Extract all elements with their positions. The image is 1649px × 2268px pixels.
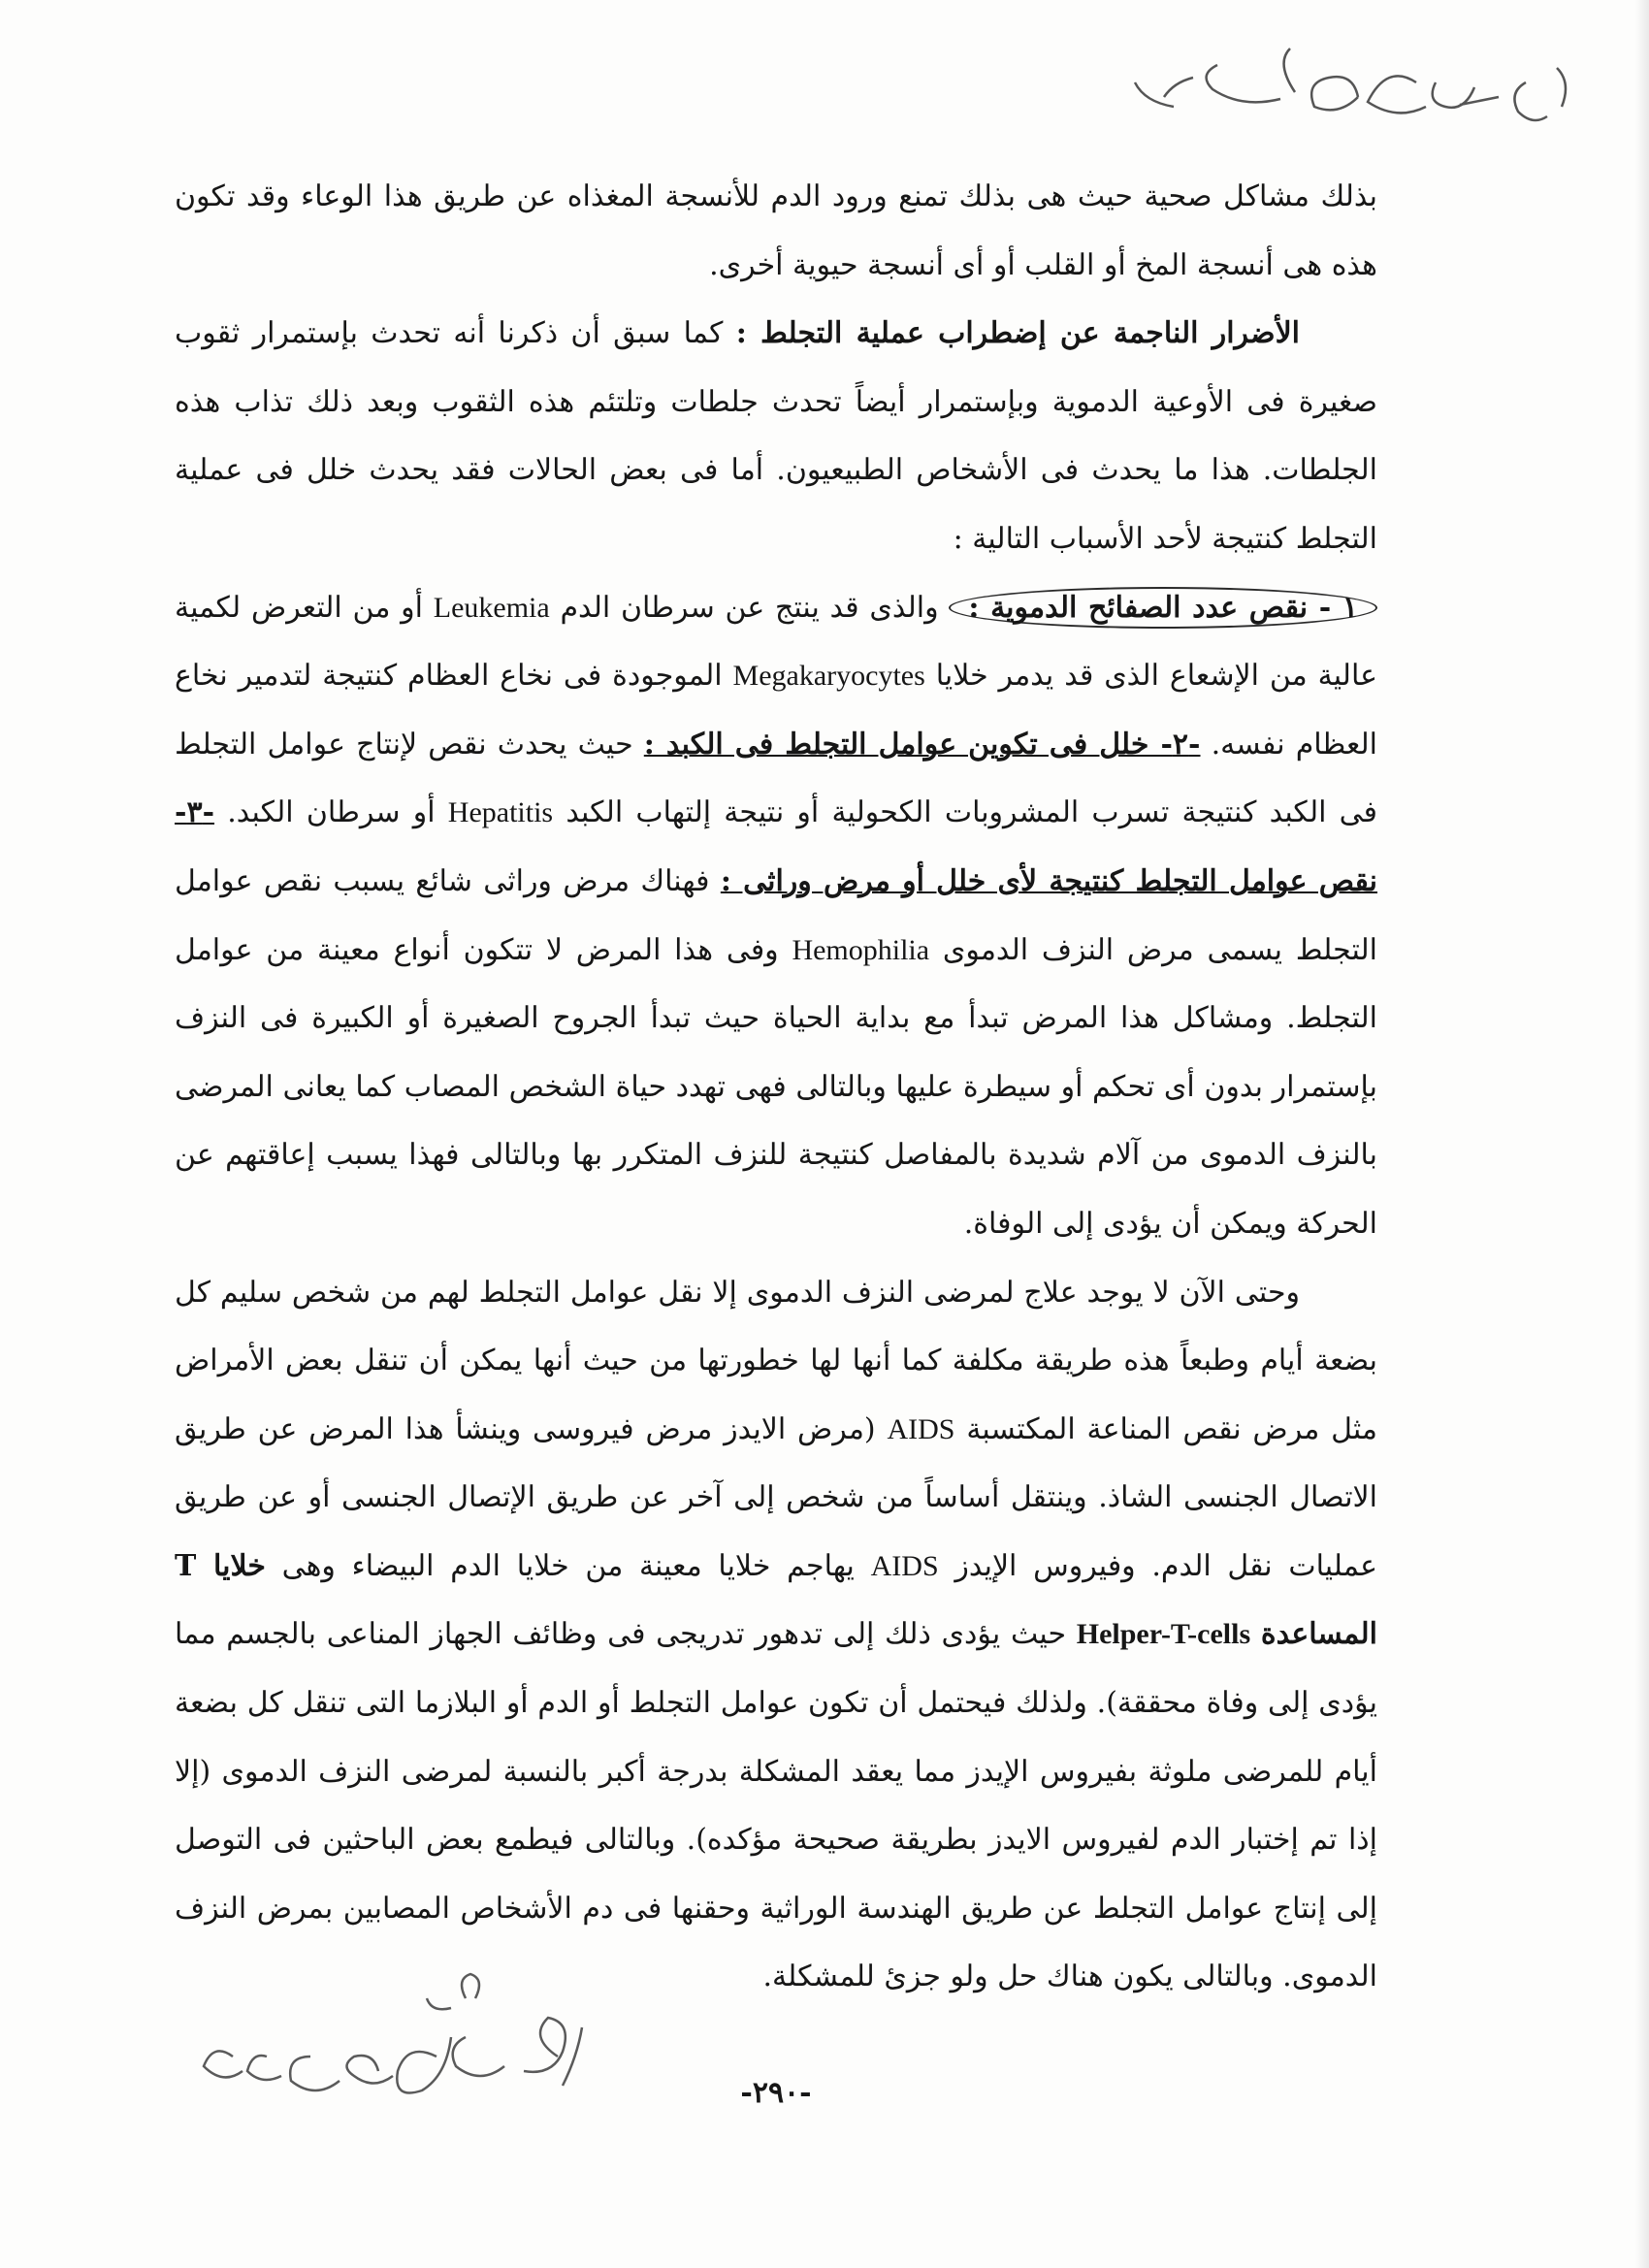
- term-hemophilia: Hemophilia: [792, 933, 930, 966]
- handwritten-note-bottom: [175, 1969, 640, 2124]
- paragraph-1: [175, 163, 1377, 300]
- cause-3-label: -٣- نقص عوامل التجلط كنتيجة لأى خلل أو مرض وراثى :: [175, 795, 1378, 898]
- handwritten-note-top: [1057, 39, 1600, 155]
- term-megakaryocytes: Megakaryocytes: [732, 660, 925, 693]
- term-hepatitis: Hepatitis: [447, 796, 554, 829]
- page-number: -٢٩٠-: [740, 2076, 812, 2110]
- paragraph-3-text-d: حيث يؤدى ذلك إلى تدهور تدريجى فى وظائف الجهاز المناعى بالجسم مما يؤدى إلى وفاة محققة). ولذلك فيحتمل أن تكون عوامل التجلط أو الدم أو البلازما التى تنقل كل بضعة أيام للمرضى ملوثة بفيروس الإيدز مما يعقد المشكلة بدرجة أكبر بالنسبة لمرضى النزف الدموى (إلا إذا تم إختبار الدم لفيروس الايدز بطريقة صحيحة مؤكده). وبالتالى فيطمع بعض الباحثين فى التوصل إلى إنتاج عوامل التجلط عن طريق الهندسة الوراثية وحقنها فى دم الأشخاص المصابين بمرض النزف الدموى. وبالتالى يكون هناك حل ولو جزئ للمشكلة.: [175, 1617, 1377, 1994]
- cause-1-text-b: أو من التعرض لكمية عالية من الإشعاع الذى قد يدمر خلايا: [175, 590, 1377, 694]
- main-text: [175, 163, 1377, 2012]
- cause-2-text-b: أو سرطان الكبد.: [214, 795, 448, 830]
- term-helper-ar: خلايا T المساعدة: [175, 1548, 1377, 1652]
- paragraph-2-text: كما سبق أن ذكرنا أنه تحدث بإستمرار ثقوب صغيرة فى الأوعية الدموية وبإستمرار أيضاً تحدث جلطات وتلتئم هذه الثقوب وبعد ذلك تذاب هذه الجلطات. هذا ما يحدث فى الأشخاص الطبيعيون. أما فى بعض الحالات فقد يحدث خلل فى عملية التجلط كنتيجة لأحد الأسباب التالية :: [175, 316, 1377, 556]
- paragraph-3-text-a: وحتى الآن لا يوجد علاج لمرضى النزف الدموى إلا نقل عوامل التجلط لهم من شخص سليم كل بضعة أيام وطبعاً هذه طريقة مكلفة كما أنها لها خطورتها من حيث أنها يمكن أن تنقل بعض الأمراض مثل مرض نقص المناعة المكتسبة: [175, 1275, 1377, 1446]
- term-aids-1: AIDS: [887, 1412, 955, 1445]
- term-helper-en: Helper-T-cells: [1076, 1618, 1251, 1651]
- paragraph-3: [175, 1259, 1377, 2013]
- paragraph-3-text-b: (مرض الايدز مرض فيروسى وينشأ هذا المرض عن طريق الاتصال الجنسى الشاذ. وينتقل أساساً من شخص إلى آخر عن طريق الإتصال الجنسى أو عن طريق عمليات نقل الدم. وفيروس الإيدز: [175, 1411, 1377, 1583]
- cause-1-label: ١ - نقص عدد الصفائح الدموية :: [949, 587, 1377, 629]
- term-leukemia: Leukemia: [433, 591, 550, 624]
- cause-1-text-a: والذى قد ينتج عن سرطان الدم: [549, 590, 950, 625]
- causes-paragraph: [175, 574, 1377, 1259]
- term-aids-2: AIDS: [870, 1549, 939, 1582]
- cause-2-label: -٢- خلل فى تكوين عوامل التجلط فى الكبد :: [643, 727, 1201, 761]
- paragraph-1-text: بذلك مشاكل صحية حيث هى بذلك تمنع ورود الدم للأنسجة المغذاه عن طريق هذا الوعاء وقد تكون هذه هى أنسجة المخ أو القلب أو أى أنسجة حيوية أخرى.: [175, 179, 1377, 282]
- paragraph-2-heading: الأضرار الناجمة عن إضطراب عملية التجلط :: [735, 316, 1301, 351]
- cause-3-text-a: فهناك مرض وراثى شائع يسبب نقص عوامل التجلط يسمى مرض النزف الدموى: [175, 863, 1377, 967]
- cause-1-text-c: الموجودة فى نخاع العظام كنتيجة لتدمير نخاع العظام نفسه.: [175, 659, 1377, 761]
- paragraph-2: [175, 300, 1377, 573]
- cause-3-text-b: وفى هذا المرض لا تتكون أنواع معينة من عوامل التجلط. ومشاكل هذا المرض تبدأ مع بداية الحياة حيث تبدأ الجروح الصغيرة أو الكبيرة فى النزف بإستمرار بدون أى تحكم أو سيطرة عليها وبالتالى فهى تهدد حياة الشخص المصاب كما يعانى المرضى بالنزف الدموى من آلام شديدة بالمفاصل كنتيجة للنزف المتكرر بها وبالتالى فهذا يسبب إعاقتهم عن الحركة ويمكن أن يؤدى إلى الوفاة.: [175, 932, 1377, 1241]
- paragraph-3-text-c: يهاجم خلايا معينة من خلايا الدم البيضاء وهى: [265, 1548, 871, 1583]
- cause-2-text-a: حيث يحدث نقص لإنتاج عوامل التجلط فى الكبد كنتيجة تسرب المشروبات الكحولية أو نتيجة إلتهاب الكبد: [175, 727, 1377, 830]
